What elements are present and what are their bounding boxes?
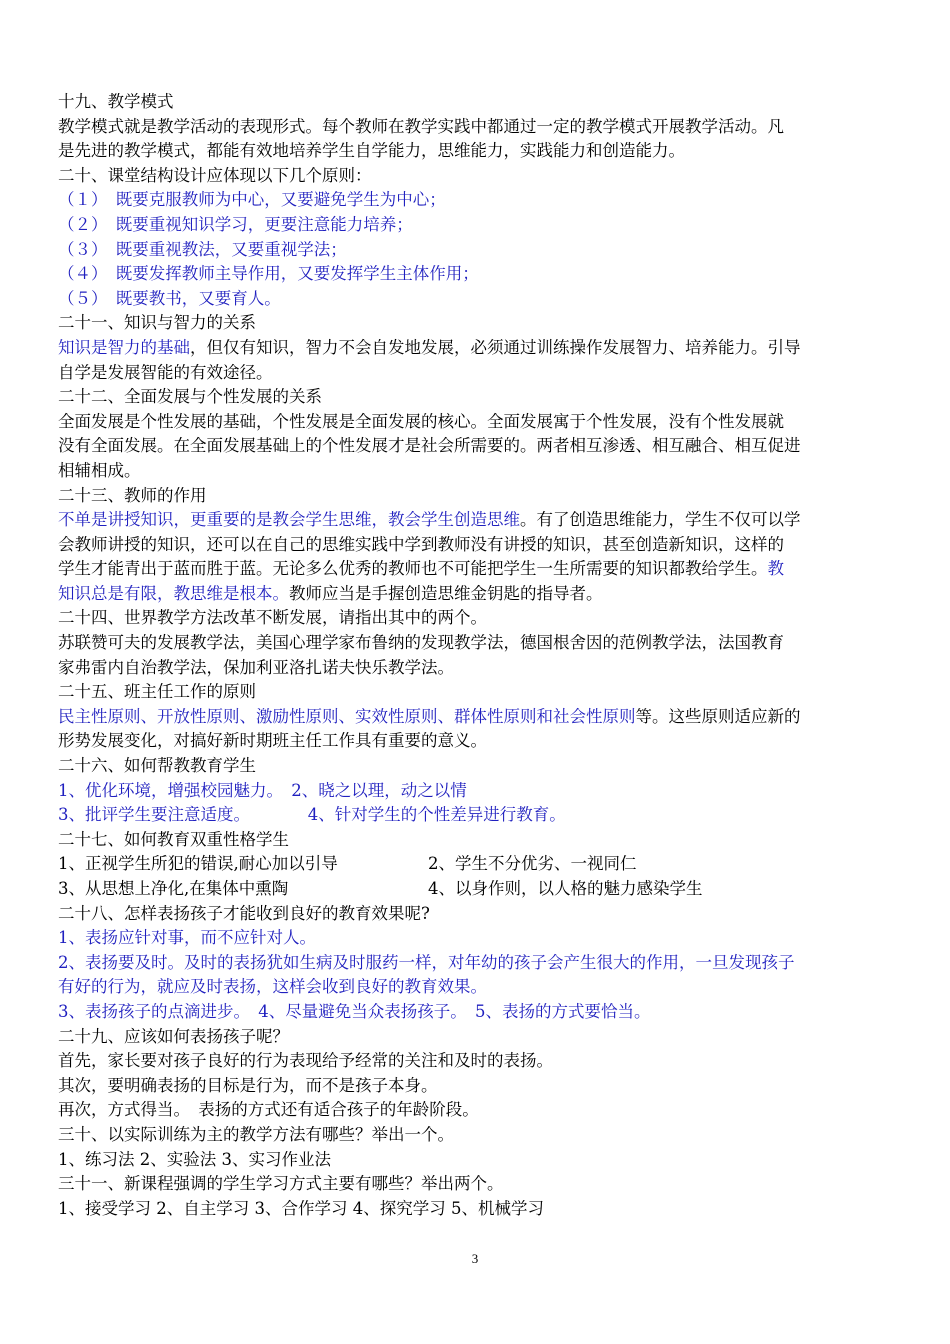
body-text: 4、以身作则，以人格的魅力感染学生 — [428, 879, 703, 898]
body-text: 形势发展变化，对搞好新时期班主任工作具有重要的意义。 — [58, 731, 487, 751]
highlighted-text: 不单是讲授知识，更重要的是教会学生思维，教会学生创造思维 — [58, 510, 520, 530]
text-line — [58, 1197, 896, 1222]
text-line — [58, 1074, 896, 1099]
body-text: 苏联赞可夫的发展教学法，美国心理学家布鲁纳的发现教学法，德国根舍因的范例教学法，法国教育 — [58, 633, 784, 653]
text-line — [58, 582, 896, 607]
section-heading: 二十五、班主任工作的原则 — [58, 682, 256, 702]
text-line — [58, 508, 896, 533]
highlighted-text: 1、优化环境，增强校园魅力。 2、晓之以理，动之以情 — [58, 780, 467, 800]
text-line — [58, 631, 896, 656]
section-heading: 三十、以实际训练为主的教学方法有哪些？举出一个。 — [58, 1124, 454, 1144]
text-line — [58, 852, 896, 877]
text-line — [58, 656, 896, 681]
text-line — [58, 951, 896, 976]
text-line — [58, 410, 896, 435]
section-heading: 二十四、世界教学方法改革不断发展，请指出其中的两个。 — [58, 608, 487, 628]
section-10 — [58, 1025, 896, 1123]
text-line — [58, 557, 896, 582]
highlighted-text: （３） 既要重视教法，又要重视学法； — [58, 239, 347, 259]
body-text: 全面发展是个性发展的基础，个性发展是全面发展的核心。全面发展寓于个性发展，没有个性发展就 — [58, 411, 784, 431]
text-line — [58, 975, 896, 1000]
text-line — [58, 188, 896, 213]
body-text: 相辅相成。 — [58, 460, 141, 480]
section-heading: 二十、课堂结构设计应体现以下几个原则： — [58, 165, 372, 185]
section-heading: 二十一、知识与智力的关系 — [58, 313, 256, 333]
body-text: 教学模式就是教学活动的表现形式。每个教师在教学实践中都通过一定的教学模式开展教学活动。凡 — [58, 116, 784, 136]
text-line — [58, 238, 896, 263]
body-text: 3、从思想上净化,在集体中熏陶 — [58, 879, 289, 898]
highlighted-text: （１） 既要克服教师为中心，又要避免学生为中心； — [58, 190, 446, 210]
highlighted-text: 1、表扬应针对事，而不应针对人。 — [58, 928, 316, 948]
body-text: 1、接受学习 2、自主学习 3、合作学习 4、探究学习 5、机械学习 — [58, 1198, 544, 1218]
text-line — [58, 434, 896, 459]
body-text: 再次，方式得当。 表扬的方式还有适合孩子的年龄阶段。 — [58, 1100, 479, 1120]
body-text: 首先，家长要对孩子良好的行为表现给予经常的关注和及时的表扬。 — [58, 1051, 553, 1071]
highlighted-text: （５） 既要教书，又要育人。 — [58, 288, 281, 308]
section-heading: 二十八、怎样表扬孩子才能收到良好的教育效果呢? — [58, 903, 430, 923]
highlighted-text: 民主性原则、开放性原则、激励性原则、实效性原则、群体性原则和社会性原则 — [58, 706, 636, 726]
highlighted-text: （２） 既要重视知识学习，更要注意能力培养； — [58, 214, 413, 234]
text-line — [58, 213, 896, 238]
document-body — [58, 90, 896, 1221]
section-12 — [58, 1172, 896, 1221]
highlighted-text: （４） 既要发挥教师主导作用，又要发挥学生主体作用； — [58, 264, 479, 284]
highlighted-text: 2、表扬要及时。及时的表扬犹如生病及时服药一样，对年幼的孩子会产生很大的作用，一旦发现孩子 — [58, 952, 795, 972]
text-line — [58, 287, 896, 312]
text-line — [58, 779, 896, 804]
text-line — [58, 1148, 896, 1173]
body-text: 。有了创造思维能力，学生不仅可以学 — [520, 510, 801, 530]
section-11 — [58, 1123, 896, 1172]
highlighted-text: 有好的行为，就应及时表扬，这样会收到良好的教育效果。 — [58, 977, 487, 997]
text-line — [58, 1000, 896, 1025]
section-heading: 二十九、应该如何表扬孩子呢？ — [58, 1026, 289, 1046]
text-line — [58, 1049, 896, 1074]
body-text: 会教师讲授的知识，还可以在自己的思维实践中学到教师没有讲授的知识，甚至创造新知识，这样的 — [58, 534, 784, 554]
section-6 — [58, 680, 896, 754]
section-heading: 十九、教学模式 — [58, 92, 174, 111]
text-line — [58, 262, 896, 287]
section-5 — [58, 606, 896, 680]
text-line — [58, 729, 896, 754]
text-line — [58, 361, 896, 386]
body-text: 其次，要明确表扬的目标是行为，而不是孩子本身。 — [58, 1075, 438, 1095]
section-2 — [58, 311, 896, 385]
body-text: 是先进的教学模式，都能有效地培养学生自学能力，思维能力，实践能力和创造能力。 — [58, 141, 685, 161]
highlighted-text: 知识是智力的基础 — [58, 337, 190, 357]
text-line — [58, 459, 896, 484]
body-text: 等。这些原则适应新的 — [635, 706, 801, 726]
section-0 — [58, 90, 896, 164]
body-text: 2、学生不分优劣、一视同仁 — [428, 854, 637, 874]
text-line — [58, 705, 896, 730]
highlighted-text: 知识总是有限，教思维是根本。 — [58, 583, 289, 603]
section-heading: 二十三、教师的作用 — [58, 485, 207, 505]
highlighted-text: 3、表扬孩子的点滴进步。 4、尽量避免当众表扬孩子。 5、表扬的方式要恰当。 — [58, 1001, 651, 1021]
body-text: 1、正视学生所犯的错误,耐心加以引导 — [58, 854, 338, 874]
section-4 — [58, 484, 896, 607]
body-text: 1、练习法 2、实验法 3、实习作业法 — [58, 1149, 331, 1169]
body-text: 学生才能青出于蓝而胜于蓝。无论多么优秀的教师也不可能把学生一生所需要的知识都教给学生。 — [58, 559, 768, 579]
section-heading: 二十七、如何教育双重性格学生 — [58, 829, 289, 849]
section-9 — [58, 902, 896, 1025]
section-7 — [58, 754, 896, 828]
body-text: 家弗雷内自治教学法，保加利亚洛扎诺夫快乐教学法。 — [58, 657, 454, 677]
section-heading: 二十二、全面发展与个性发展的关系 — [58, 387, 322, 407]
page-number: 3 — [471, 1251, 479, 1266]
body-text: 教师应当是手握创造思维金钥匙的指导者。 — [289, 583, 603, 603]
text-line — [58, 115, 896, 140]
body-text: 自学是发展智能的有效途径。 — [58, 362, 273, 382]
text-line — [58, 533, 896, 558]
text-line — [58, 336, 896, 361]
highlighted-text: 教 — [767, 559, 784, 579]
text-line — [58, 877, 896, 902]
body-text: 没有全面发展。在全面发展基础上的个性发展才是社会所需要的。两者相互渗透、相互融合、相互促进 — [58, 436, 801, 456]
text-line — [58, 803, 896, 828]
section-heading: 二十六、如何帮教教育学生 — [58, 756, 256, 776]
body-text: ，但仅有知识，智力不会自发地发展，必须通过训练操作发展智力、培养能力。引导 — [190, 337, 801, 357]
section-3 — [58, 385, 896, 483]
section-8 — [58, 828, 896, 902]
section-heading: 三十一、新课程强调的学生学习方式主要有哪些？举出两个。 — [58, 1174, 504, 1194]
text-line — [58, 1098, 896, 1123]
highlighted-text: 3、批评学生要注意适度。 4、针对学生的个性差异进行教育。 — [58, 805, 566, 825]
text-line — [58, 926, 896, 951]
text-line — [58, 139, 896, 164]
section-1 — [58, 164, 896, 312]
